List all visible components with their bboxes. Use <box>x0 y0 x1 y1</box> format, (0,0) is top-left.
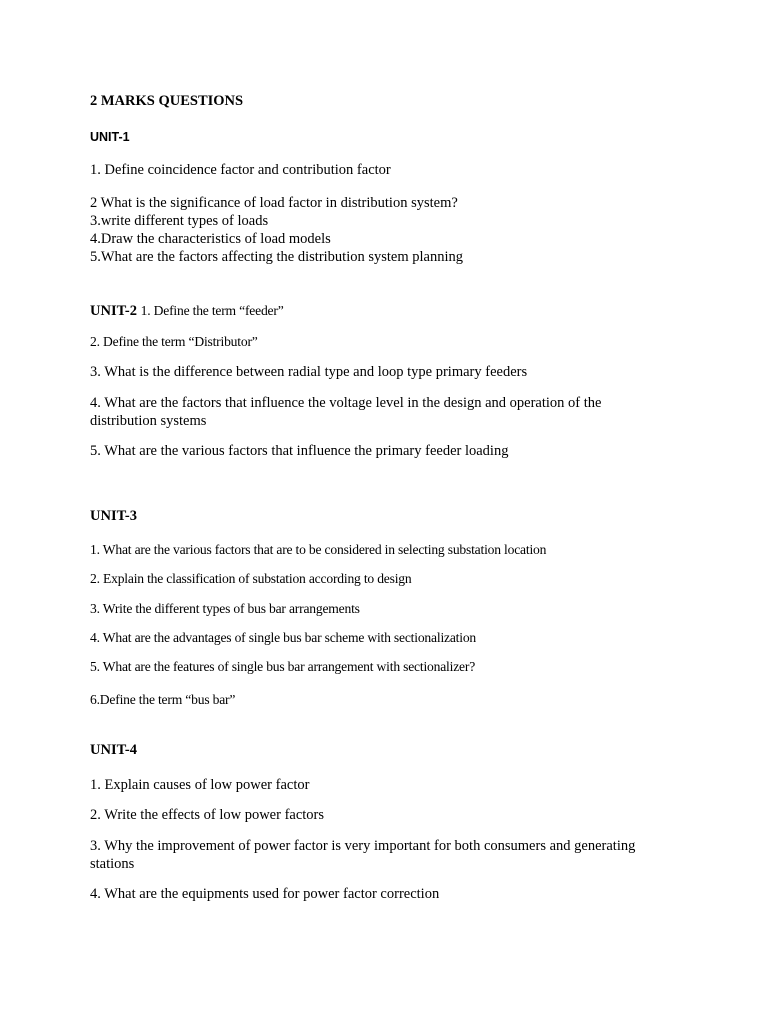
unit2-question-5: 5. What are the various factors that influence the primary feeder loading <box>90 443 509 459</box>
unit3-question-2: 2. Explain the classification of substation according to design <box>90 571 412 586</box>
unit4-question-4: 4. What are the equipments used for power factor correction <box>90 886 440 902</box>
unit4-question-3-line1: 3. Why the improvement of power factor is very important for both consumers and generating <box>90 838 636 854</box>
unit2-heading: UNIT-2 <box>90 303 138 319</box>
unit1-question-3: 3.write different types of loads <box>90 213 269 229</box>
unit2-question-1: 1. Define the term “feeder” <box>140 303 284 318</box>
unit2-first-line <box>90 302 284 320</box>
unit2-question-3: 3. What is the difference between radial type and loop type primary feeders <box>90 364 528 380</box>
unit1-question-4: 4.Draw the characteristics of load models <box>90 231 331 247</box>
unit2-question-4-line1: 4. What are the factors that influence the voltage level in the design and operation of the <box>90 395 602 411</box>
unit2-question-2: 2. Define the term “Distributor” <box>90 334 258 349</box>
unit3-question-4: 4. What are the advantages of single bus bar scheme with sectionalization <box>90 630 477 645</box>
unit1-heading: UNIT-1 <box>90 130 130 144</box>
unit2-question-4-line2: distribution systems <box>90 413 207 429</box>
unit3-question-6: 6.Define the term “bus bar” <box>90 692 236 707</box>
unit3-heading: UNIT-3 <box>90 508 138 524</box>
unit1-question-5: 5.What are the factors affecting the distribution system planning <box>90 249 463 265</box>
unit3-question-5: 5. What are the features of single bus bar arrangement with sectionalizer? <box>90 659 476 674</box>
unit1-question-1: 1. Define coincidence factor and contribution factor <box>90 162 391 178</box>
unit4-question-3-line2: stations <box>90 856 135 872</box>
document-title: 2 MARKS QUESTIONS <box>90 93 244 109</box>
unit4-heading: UNIT-4 <box>90 742 138 758</box>
unit1-question-2: 2 What is the significance of load factor in distribution system? <box>90 195 458 211</box>
unit4-question-1: 1. Explain causes of low power factor <box>90 777 310 793</box>
unit3-question-3: 3. Write the different types of bus bar arrangements <box>90 601 360 616</box>
unit4-question-2: 2. Write the effects of low power factors <box>90 807 325 823</box>
unit3-question-1: 1. What are the various factors that are to be considered in selecting substation location <box>90 542 547 557</box>
